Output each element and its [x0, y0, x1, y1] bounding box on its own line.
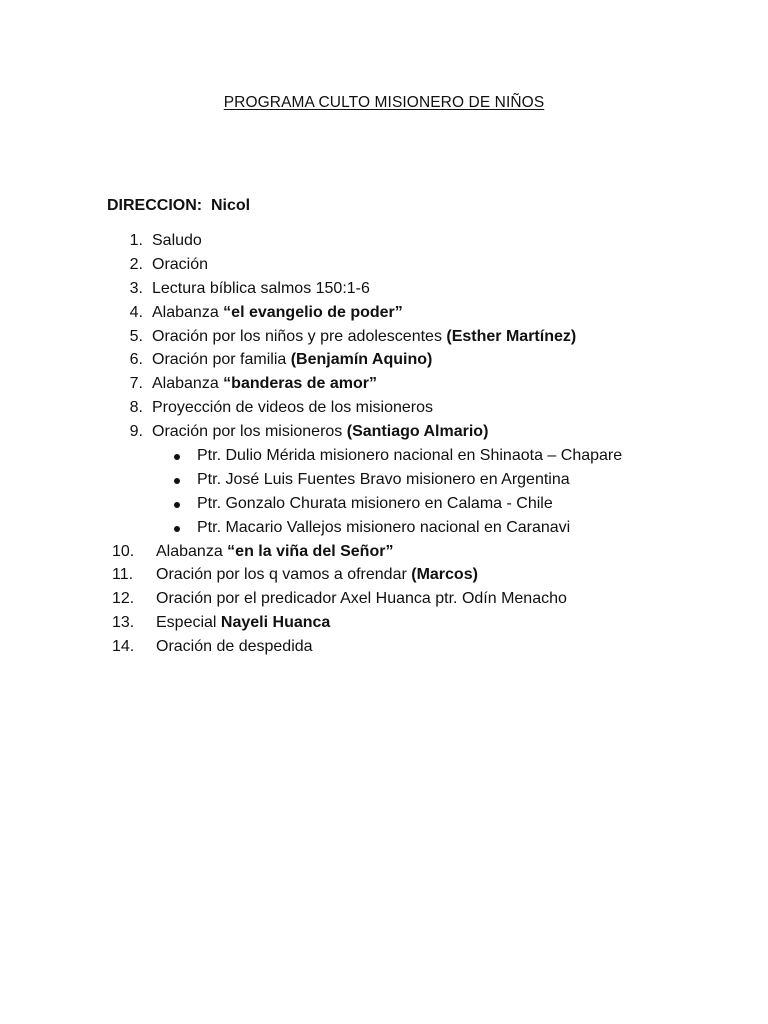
item-text: Oración por el predicador Axel Huanca ptr. Odín Menacho: [156, 590, 567, 608]
item-text: Oración por los q vamos a ofrendar: [156, 566, 412, 584]
item-text-wrap: [156, 611, 330, 635]
item-text: Oración de despedida: [156, 638, 313, 656]
item-text-wrap: [152, 325, 576, 349]
item-bold: (Santiago Almario): [346, 423, 489, 441]
direccion-label: DIRECCION:: [107, 197, 203, 214]
direccion-name: Nicol: [211, 197, 251, 214]
program-item: [0, 563, 768, 587]
item-text-wrap: [156, 587, 567, 611]
item-number: 2.: [129, 255, 143, 273]
missionary-item: [0, 492, 768, 516]
missionary-item: [0, 516, 768, 540]
program-item: [0, 325, 768, 349]
item-text-wrap: [152, 348, 432, 372]
page-title: PROGRAMA CULTO MISIONERO DE NIÑOS: [223, 94, 545, 111]
item-text-wrap: [152, 253, 208, 277]
missionary-text: Ptr. Macario Vallejos misionero nacional en Caranavi: [197, 518, 571, 536]
item-number: 1.: [129, 232, 143, 249]
item-number: 7.: [129, 375, 143, 393]
missionary-item: [0, 468, 768, 492]
item-number: 14.: [112, 638, 135, 656]
program-item: [0, 229, 768, 253]
item-number: 6.: [129, 351, 143, 369]
item-bold: Nayeli Huanca: [220, 614, 331, 632]
item-number: 13.: [112, 614, 135, 632]
item-text: Alabanza: [152, 375, 224, 393]
item-text: Lectura bíblica salmos 150:1-6: [152, 279, 370, 297]
item-number: 4.: [129, 303, 143, 321]
item-text-wrap: [152, 229, 202, 253]
bullet-icon: [174, 502, 180, 508]
item-number: 12.: [112, 590, 135, 608]
item-bold: (Benjamín Aquino): [290, 351, 433, 369]
program-item: [0, 277, 768, 301]
program-item: [0, 540, 768, 564]
program-item: [0, 396, 768, 420]
item-bold: (Marcos): [411, 566, 478, 584]
missionary-text: Ptr. Dulio Mérida misionero nacional en Shinaota – Chapare: [197, 447, 623, 465]
direccion-line: [107, 197, 250, 215]
item-text: Oración: [152, 255, 209, 273]
item-text: Oración por los niños y pre adolescentes: [152, 327, 447, 345]
item-text: Oración por los misioneros: [152, 423, 347, 441]
item-bold: (Esther Martínez): [446, 327, 577, 345]
bullet-icon: [174, 478, 180, 484]
item-number: 10.: [112, 542, 135, 560]
item-text: Especial: [156, 614, 221, 632]
item-bold: “el evangelio de poder”: [223, 303, 403, 321]
program-item: [0, 301, 768, 325]
bullet-icon: [174, 526, 180, 532]
item-text-wrap: [152, 277, 370, 301]
item-bold: “en la viña del Señor”: [227, 542, 394, 560]
item-text-wrap: [156, 635, 313, 659]
item-text: Proyección de videos de los misioneros: [152, 399, 434, 417]
item-text: Saludo: [152, 232, 202, 249]
item-text-wrap: [156, 540, 393, 564]
item-text-wrap: [152, 372, 377, 396]
item-text-wrap: [152, 420, 488, 444]
item-number: 8.: [129, 399, 143, 417]
program-item: [0, 253, 768, 277]
item-number: 9.: [129, 423, 143, 441]
item-text: Alabanza: [156, 542, 228, 560]
program-item: [0, 611, 768, 635]
item-text: Alabanza: [152, 303, 224, 321]
bullet-icon: [174, 454, 180, 460]
missionary-item: [0, 444, 768, 468]
missionary-text: Ptr. José Luis Fuentes Bravo misionero en Argentina: [197, 470, 570, 488]
item-bold: “banderas de amor”: [223, 375, 377, 393]
program-item: [0, 348, 768, 372]
program-list: [0, 229, 768, 659]
program-item: [0, 635, 768, 659]
item-text-wrap: [152, 396, 433, 420]
program-item: [0, 372, 768, 396]
item-text-wrap: [152, 301, 403, 325]
item-number: 11.: [112, 566, 134, 584]
program-item: [0, 420, 768, 444]
program-item: [0, 587, 768, 611]
missionary-text: Ptr. Gonzalo Churata misionero en Calama - Chile: [197, 494, 553, 512]
item-text-wrap: [156, 563, 478, 587]
item-number: 3.: [129, 279, 143, 297]
item-text: Oración por familia: [152, 351, 291, 369]
item-number: 5.: [129, 327, 143, 345]
